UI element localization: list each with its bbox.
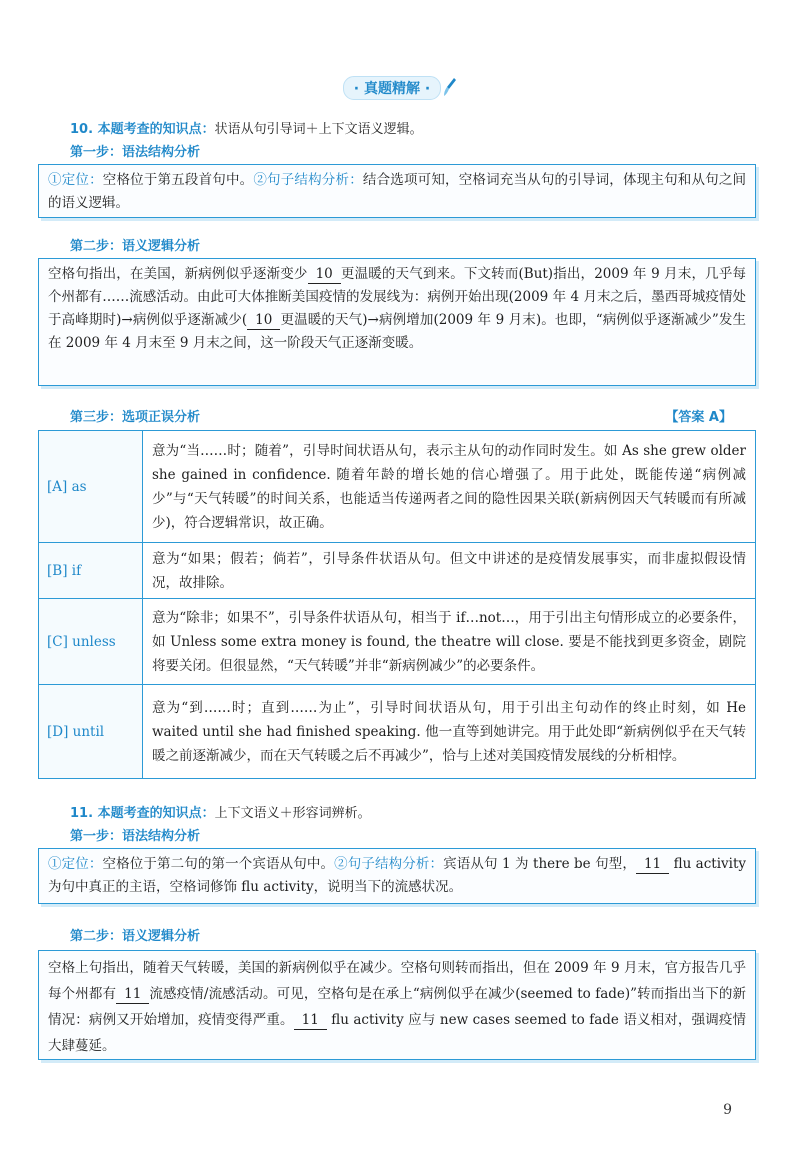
q10-step2-text-3: 更温暖的天气)→病例增加(2009 年 9 月末)。也即，“病例似乎逐渐减少”发生在 2009 年 4 月末至 9 月末之间，这一阶段天气正逐渐变暖。 [48, 312, 746, 351]
q11-blank-3: 11 [294, 1012, 327, 1030]
q10-answer: 【答案 A】 [665, 410, 732, 425]
q10-structure-tag: ②句子结构分析： [253, 172, 363, 188]
q11-number: 11. [70, 806, 94, 821]
q11-step1-box [38, 848, 756, 904]
q11-topic-text: 上下文语义＋形容词辨析。 [214, 806, 371, 821]
q11-blank-2: 11 [116, 986, 149, 1004]
q10-topic-label: 本题考查的知识点： [97, 122, 215, 137]
q11-locate-tag: ①定位： [48, 856, 103, 872]
q11-topic-label: 本题考查的知识点： [97, 806, 215, 821]
q10-step2-text-1: 空格句指出，在美国，新病例似乎逐渐变少 [48, 266, 308, 282]
q11-structure-text: 宾语从句 1 为 there be 句型， [443, 856, 636, 872]
page-number: 9 [723, 1102, 732, 1118]
q11-step2-text-3: flu activity 应与 new cases seemed to fade 语义相对，强调疫情大肆蔓延。 [48, 1012, 747, 1054]
q10-step3-label: 第三步：选项正误分析 [70, 410, 201, 425]
q11-step2-text-2: 流感疫情/流感活动。可见，空格句是在承上“病例似乎在减少(seemed to fade)”转而指出当下的新情况：病例又开始增加，疫情变得严重。 [48, 986, 746, 1028]
q10-step1-box [38, 164, 756, 218]
option-c-text: 意为“除非；如果不”，引导条件状语从句，相当于 if…not…，用于引出主句情形成立的必要条件，如 Unless some extra money is found, the theatre will close. 要是不能找到更多资金，剧院将要关闭。但很显然，“天气转暖”并非“新病例减少”的必要条件。 [143, 599, 756, 685]
q10-step2-text-2: 更温暖的天气到来。下文转而(But)指出，2009 年 9 月末，几乎每个州都有……流感活动。由此可大体推断美国疫情的发展线为：病例开始出现(2009 年 4 月末之后，墨西哥城疫情处于高峰期时)→病例似乎逐渐减少( [48, 266, 746, 328]
q11-heading [70, 802, 371, 821]
q11-locate-text: 空格位于第二句的第一个宾语从句中。 [102, 856, 335, 872]
q10-structure-text: 结合选项可知，空格词充当从句的引导词，体现主句和从句之间的语义逻辑。 [48, 172, 747, 211]
q11-step2-label: 第二步：语义逻辑分析 [70, 929, 201, 944]
q10-locate-tag: ①定位： [48, 172, 103, 188]
options-table [38, 430, 756, 779]
q10-heading [70, 118, 423, 137]
q11-step2-text-1: 空格上句指出，随着天气转暖，美国的新病例似乎在减少。空格句则转而指出，但在 2009 年 9 月末，官方报告几乎每个州都有 [48, 960, 746, 1002]
option-b-text: 意为“如果；假若；倘若”，引导条件状语从句。但文中讲述的是疫情发展事实，而非虚拟假设情况，故排除。 [143, 543, 756, 599]
option-row-b [39, 543, 756, 599]
q11-step2-box [38, 950, 756, 1060]
q10-blank-2: 10 [247, 312, 280, 330]
option-row-d [39, 685, 756, 779]
q11-step1-label: 第一步：语法结构分析 [70, 829, 201, 844]
q11-structure-tag: ②句子结构分析： [334, 856, 444, 872]
option-d-text: 意为“到……时；直到……为止”，引导时间状语从句，用于引出主句动作的终止时刻，如 He waited until she had finished speaking. 他一直等到她讲完。用于此处即“新病例似乎在天气转暖之前逐渐减少，而在天气转暖之后不再减少”，恰与上述对美国疫情发展线的分析相悖。 [143, 685, 756, 779]
q10-step2-label: 第二步：语义逻辑分析 [70, 239, 201, 254]
q10-locate-text: 空格位于第五段首句中。 [102, 172, 254, 188]
option-a-key: [A] as [39, 431, 143, 543]
option-row-a [39, 431, 756, 543]
option-c-key: [C] unless [39, 599, 143, 685]
q10-number: 10. [70, 122, 94, 137]
option-row-c [39, 599, 756, 685]
q11-structure-text-2: flu activity 为句中真正的主语，空格词修饰 flu activity，说明当下的流感状况。 [48, 856, 747, 895]
q10-step2-box [38, 258, 756, 386]
option-b-key: [B] if [39, 543, 143, 599]
option-d-key: [D] until [39, 685, 143, 779]
q11-blank-1: 11 [636, 856, 669, 874]
q10-blank-1: 10 [308, 266, 341, 284]
section-title: · 真题精解 · [343, 76, 441, 100]
q10-topic-text: 状语从句引导词＋上下文语义逻辑。 [214, 122, 423, 137]
brush-icon [443, 77, 457, 97]
option-a-text: 意为“当……时；随着”，引导时间状语从句，表示主从句的动作同时发生。如 As she grew older she gained in confidence. 随着年龄的增长她的信心增强了。用于此处，既能传递“病例减少”与“天气转暖”的时间关系，也能适当传递两者之间的隐性因果关联(新病例因天气转暖而有所减少)，符合逻辑常识，故正确。 [143, 431, 756, 543]
q10-step1-label: 第一步：语法结构分析 [70, 145, 201, 160]
section-header [0, 76, 800, 98]
